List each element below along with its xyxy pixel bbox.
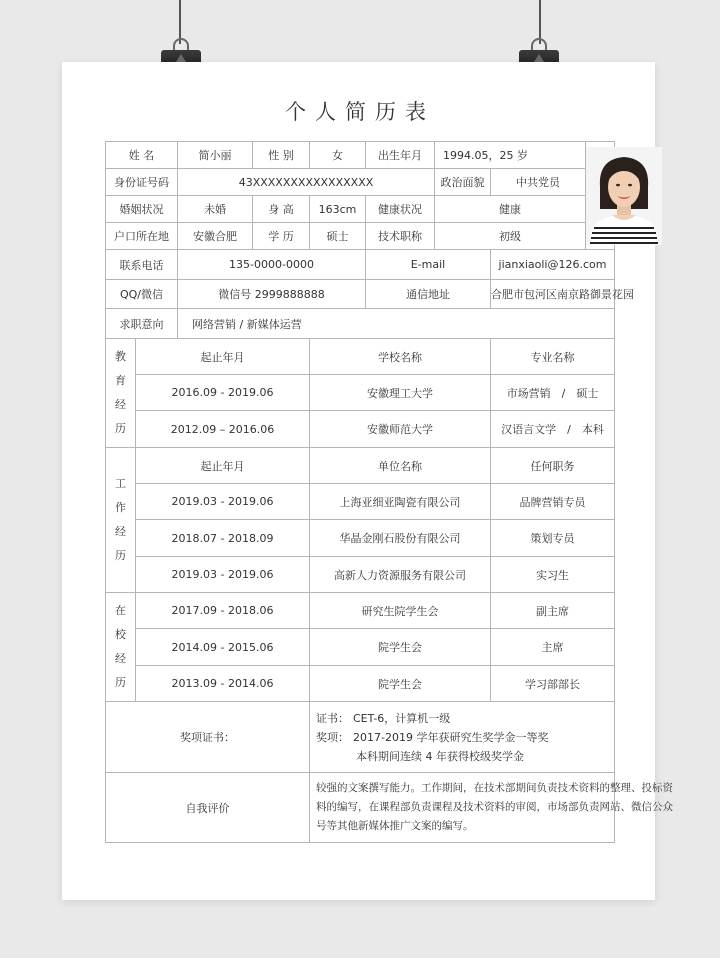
resume-table <box>105 141 673 843</box>
health-value: 健康 <box>435 196 586 223</box>
marital-value: 未婚 <box>178 196 253 223</box>
campus-org: 院学生会 <box>310 666 491 702</box>
education-header-major: 专业名称 <box>491 339 615 375</box>
photo-cell <box>586 142 615 250</box>
campus-role: 主席 <box>491 629 615 666</box>
work-header-period: 起止年月 <box>136 448 310 484</box>
politics-label: 政治面貌 <box>435 169 491 196</box>
qq-label: QQ/微信 <box>106 280 178 309</box>
birth-value: 1994.05，25 岁 <box>435 142 586 169</box>
self-eval-line: 料的编写，在课程部负责课程及技术资料的审阅，市场部负责网站、微信公众 <box>316 801 673 813</box>
height-value: 163cm <box>310 196 366 223</box>
work-company: 上海亚细亚陶瓷有限公司 <box>310 484 491 520</box>
education-major: 汉语言文学 / 本科 <box>491 411 615 448</box>
education-school: 安徽师范大学 <box>310 411 491 448</box>
avatar <box>586 147 662 245</box>
self-eval-line: 较强的文案撰写能力。工作期间，在技术部期间负责技术资料的整理、投标资 <box>316 782 673 794</box>
award-value: 本科期间连续 4 年获得校级奖学金 <box>356 749 524 763</box>
gender-value: 女 <box>310 142 366 169</box>
cert-label: 证书： <box>316 711 349 725</box>
campus-role: 副主席 <box>491 593 615 629</box>
politics-value: 中共党员 <box>491 169 586 196</box>
email-label: E-mail <box>366 250 491 280</box>
education-section-label: 教 育 经 历 <box>106 339 136 448</box>
campus-section-label: 在 校 经 历 <box>106 593 136 702</box>
hukou-value: 安徽合肥 <box>178 223 253 250</box>
tech-title-label: 技术职称 <box>366 223 435 250</box>
name-label: 姓 名 <box>106 142 178 169</box>
qq-value: 微信号 2999888888 <box>178 280 366 309</box>
work-period: 2019.03 - 2019.06 <box>136 484 310 520</box>
education-header-school: 学校名称 <box>310 339 491 375</box>
education-period: 2012.09 – 2016.06 <box>136 411 310 448</box>
campus-period: 2013.09 - 2014.06 <box>136 666 310 702</box>
id-label: 身份证号码 <box>106 169 178 196</box>
self-eval-label: 自我评价 <box>106 773 310 843</box>
page-title: 个人简历表 <box>285 100 435 124</box>
work-company: 高新人力资源服务有限公司 <box>310 557 491 593</box>
campus-org: 研究生院学生会 <box>310 593 491 629</box>
height-label: 身 高 <box>253 196 310 223</box>
awards-label: 奖项证书： <box>106 702 310 773</box>
work-section-label: 工 作 经 历 <box>106 448 136 593</box>
work-period: 2019.03 - 2019.06 <box>136 557 310 593</box>
email-value: jianxiaoli@126.com <box>491 250 615 280</box>
name-value: 简小丽 <box>178 142 253 169</box>
work-position: 实习生 <box>491 557 615 593</box>
phone-label: 联系电话 <box>106 250 178 280</box>
gender-label: 性 别 <box>253 142 310 169</box>
job-intent-label: 求职意向 <box>106 309 178 339</box>
job-intent-value: 网络营销 / 新媒体运营 <box>178 309 615 339</box>
campus-role: 学习部部长 <box>491 666 615 702</box>
education-header-period: 起止年月 <box>136 339 310 375</box>
work-period: 2018.07 - 2018.09 <box>136 520 310 557</box>
award-label: 奖项： <box>316 730 349 744</box>
cert-value: CET-6，计算机一级 <box>353 711 451 725</box>
tech-title-value: 初级 <box>435 223 586 250</box>
hukou-label: 户口所在地 <box>106 223 178 250</box>
work-position: 策划专员 <box>491 520 615 557</box>
education-label: 学 历 <box>253 223 310 250</box>
work-header-position: 任何职务 <box>491 448 615 484</box>
education-major: 市场营销 / 硕士 <box>491 375 615 411</box>
id-value: 43XXXXXXXXXXXXXXXX <box>178 169 435 196</box>
birth-label: 出生年月 <box>366 142 435 169</box>
campus-period: 2017.09 - 2018.06 <box>136 593 310 629</box>
campus-org: 院学生会 <box>310 629 491 666</box>
education-period: 2016.09 - 2019.06 <box>136 375 310 411</box>
education-value: 硕士 <box>310 223 366 250</box>
campus-period: 2014.09 - 2015.06 <box>136 629 310 666</box>
phone-value: 135-0000-0000 <box>178 250 366 280</box>
address-label: 通信地址 <box>366 280 491 309</box>
health-label: 健康状况 <box>366 196 435 223</box>
self-eval-line: 号等其他新媒体推广文案的编写。 <box>316 820 474 832</box>
marital-label: 婚姻状况 <box>106 196 178 223</box>
self-eval-content <box>310 773 673 843</box>
address-value: 合肥市包河区南京路御景花园 <box>491 280 615 309</box>
work-company: 华晶金刚石股份有限公司 <box>310 520 491 557</box>
awards-content <box>310 702 615 773</box>
work-header-company: 单位名称 <box>310 448 491 484</box>
education-school: 安徽理工大学 <box>310 375 491 411</box>
award-value: 2017-2019 学年获研究生奖学金一等奖 <box>353 730 549 744</box>
work-position: 品牌营销专员 <box>491 484 615 520</box>
